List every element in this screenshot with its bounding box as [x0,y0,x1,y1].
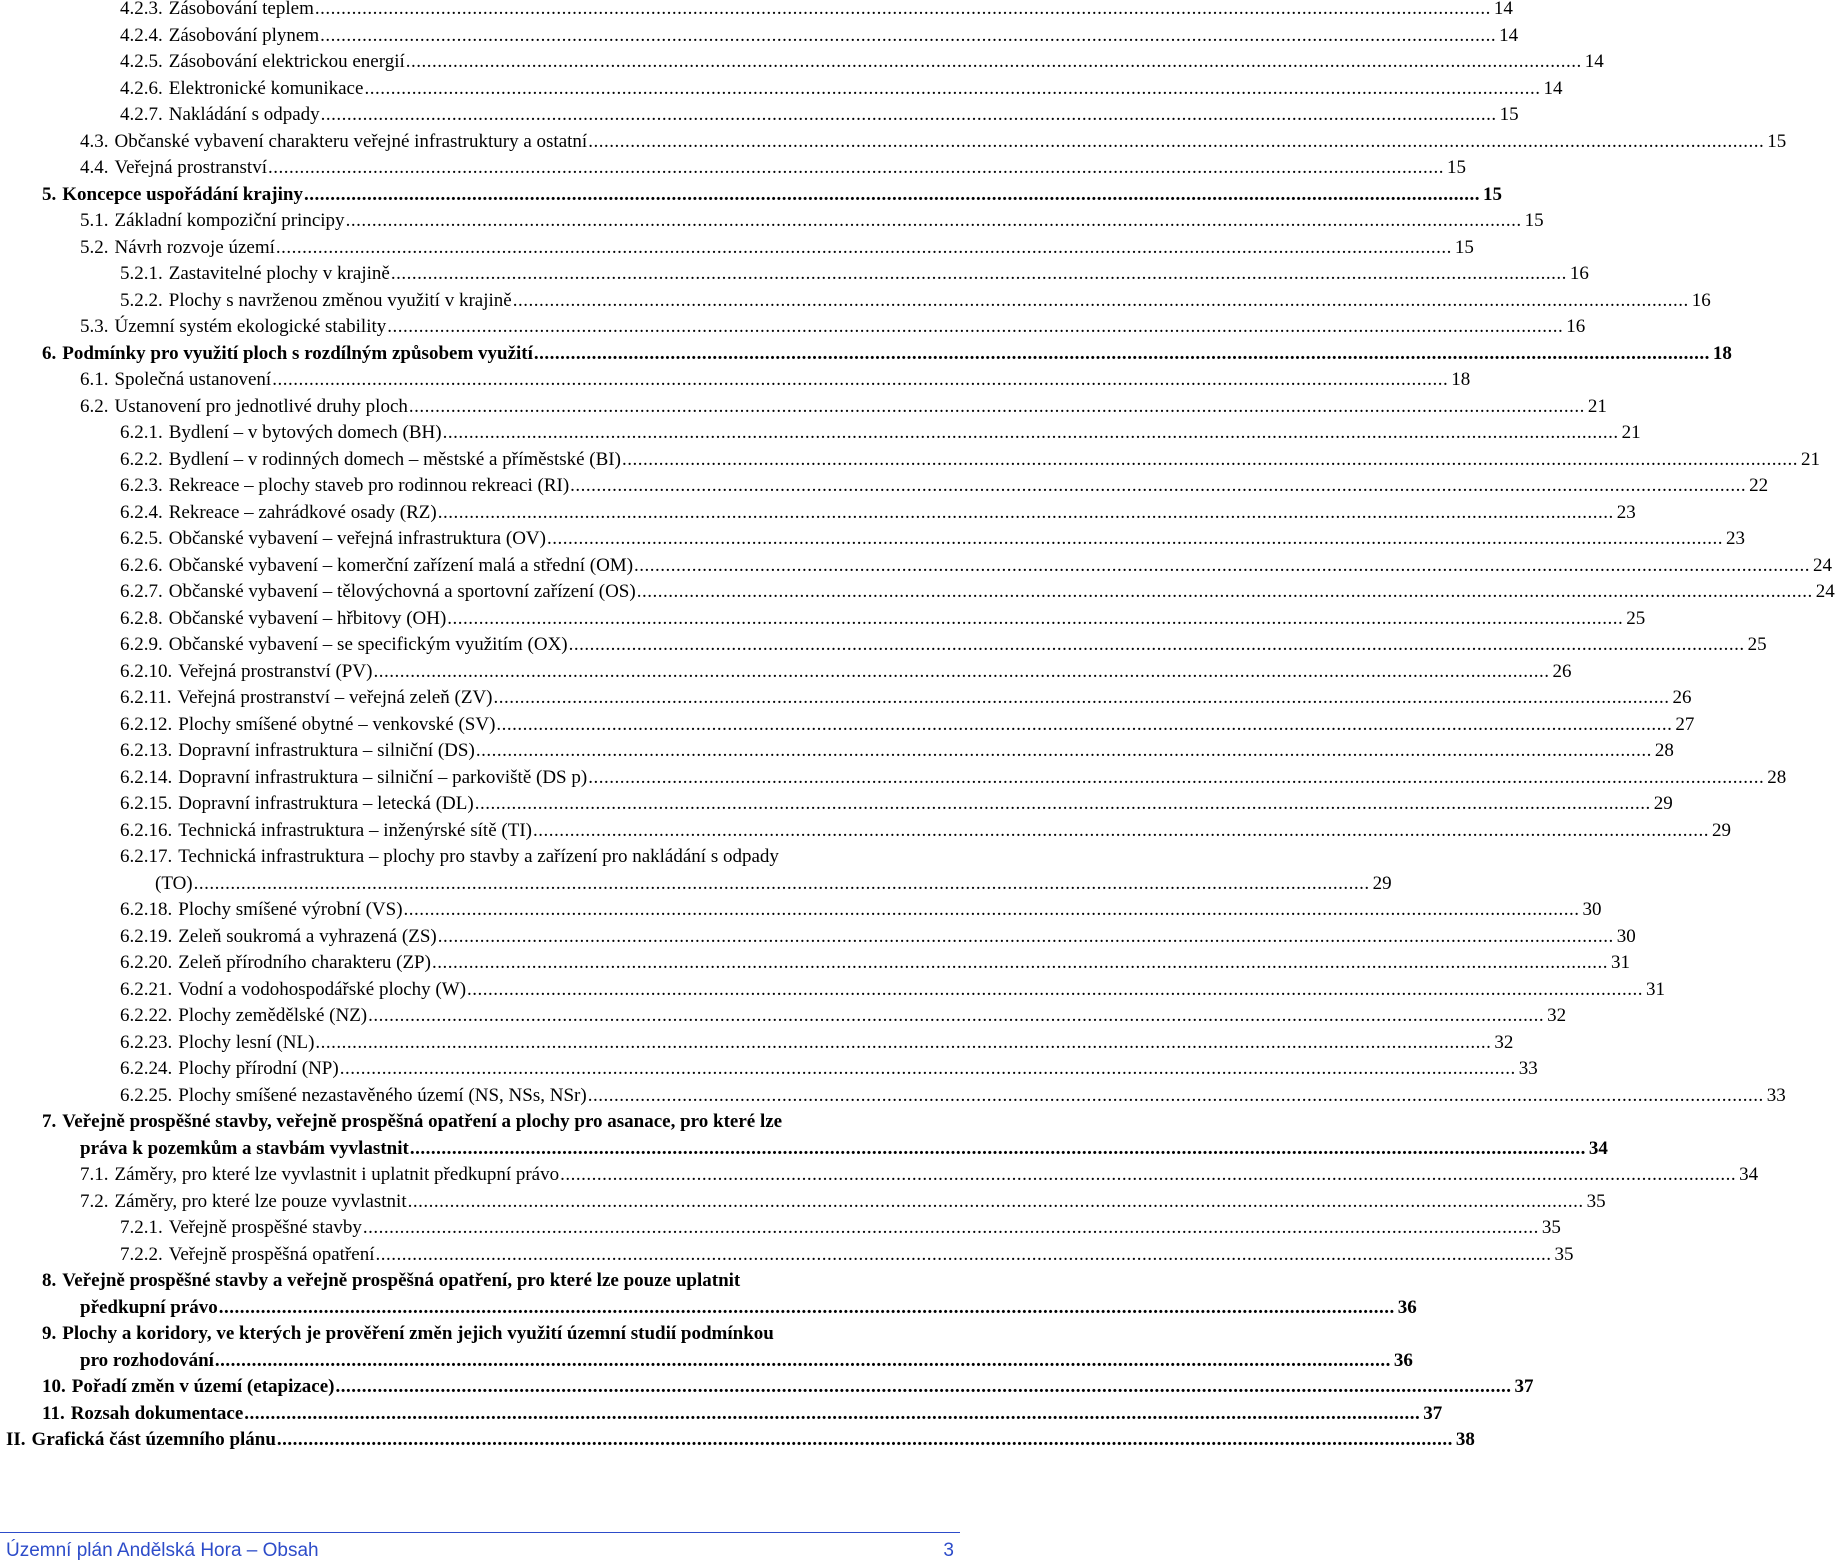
toc-entry[interactable] [120,49,1604,76]
toc-entry-number: 4.2.6. [120,77,163,99]
toc-entry-page: 16 [1566,316,1586,337]
footer-rule [0,1532,960,1533]
toc-entry-title: Zeleň přírodního charakteru (ZP) [178,952,431,973]
toc-entry-number: 4.2.5. [120,51,163,72]
toc-entry[interactable] [120,447,1820,474]
toc-entry[interactable] [120,791,1673,818]
toc-entry-page: 31 [1646,978,1666,1000]
toc-leader-dots [215,1348,1391,1375]
toc-entry-page: 14 [1493,0,1513,19]
toc-entry-number: 6.2.20. [120,952,173,973]
toc-entry-page: 16 [1569,263,1589,284]
toc-entry[interactable] [120,685,1692,712]
toc-entry-title: Technická infrastruktura – inženýrské sítě (TI) [178,819,532,841]
toc-entry-page: 33 [1518,1058,1538,1079]
toc-leader-dots [533,818,1709,845]
toc-entry-number: 7.2.1. [120,1217,163,1238]
toc-leader-dots [438,924,1614,951]
toc-entry-number: 6.2.10. [120,660,173,682]
toc-entry[interactable] [120,420,1641,447]
toc-entry-number: 6.2.5. [120,528,163,549]
toc-entry-page: 32 [1547,1005,1567,1026]
toc-entry-title: Zeleň soukromá a vyhrazená (ZS) [178,925,437,947]
toc-entry-title-continued: předkupní právo [80,1296,218,1318]
toc-leader-dots [570,473,1746,500]
toc-entry-page: 23 [1725,528,1745,549]
toc-entry-number: 6.2.17. [120,846,173,867]
toc-leader-dots [637,579,1813,606]
toc-entry[interactable] [120,288,1711,315]
toc-entry-title: Elektronické komunikace [168,77,364,99]
toc-entry-page: 24 [1815,581,1835,602]
toc-leader-dots [315,1030,1491,1057]
toc-entry-number: 6.2.1. [120,422,163,443]
toc-entry[interactable] [42,1321,1413,1374]
toc-entry[interactable] [120,0,1513,23]
toc-leader-dots [588,129,1764,156]
toc-entry-page: 18 [1451,369,1471,390]
toc-entry-title: Občanské vybavení – hřbitovy (OH) [168,607,447,629]
toc-entry-number: 6.2.16. [120,819,173,841]
toc-entry-title: Plochy a koridory, ve kterých je prověření změn jejich využití územní studií podmínkou [62,1323,774,1344]
toc-leader-dots [219,1295,1395,1322]
toc-entry[interactable] [80,129,1787,156]
toc-leader-dots [513,288,1689,315]
toc-leader-dots [496,712,1672,739]
toc-entry[interactable] [80,314,1586,341]
toc-leader-dots [268,155,1444,182]
toc-entry-title: Občanské vybavení charakteru veřejné infrastruktury a ostatní [114,130,588,152]
toc-entry-title-continued: práva k pozemkům a stavbám vyvlastnit [80,1137,409,1159]
toc-entry-title: Podmínky pro využití ploch s rozdílným způsobem využití [62,342,533,364]
toc-entry[interactable] [120,1215,1561,1242]
toc-entry-page: 14 [1543,77,1563,99]
toc-leader-dots [408,1189,1584,1216]
toc-entry-page: 30 [1616,925,1636,947]
toc-entry-page: 15 [1482,183,1502,205]
toc-entry-number: 4.3. [80,130,109,152]
toc-entry-page: 14 [1499,24,1519,46]
toc-entry-title: Veřejně prospěšná opatření [168,1243,375,1265]
toc-leader-dots [315,0,1491,23]
toc-entry-title: Dopravní infrastruktura – silniční – parkoviště (DS p) [178,766,588,788]
toc-entry-page: 28 [1654,740,1674,761]
toc-leader-dots [560,1162,1736,1189]
toc-entry[interactable] [120,1083,1786,1110]
toc-leader-dots [340,1056,1516,1083]
toc-leader-dots [194,871,1370,898]
toc-entry-title: Plochy smíšené obytné – venkovské (SV) [178,713,496,735]
toc-entry-page: 31 [1610,952,1630,973]
toc-entry-page: 21 [1621,422,1641,443]
toc-entry-number: 4.4. [80,157,109,178]
toc-entry[interactable] [120,897,1602,924]
toc-entry-title: Zásobování teplem [168,0,314,19]
toc-entry-number: 6.2.7. [120,581,163,602]
toc-entry-page: 15 [1454,236,1474,258]
toc-leader-dots [346,208,1522,235]
toc-entry[interactable] [120,1056,1538,1083]
toc-entry-number: 6.2.9. [120,634,163,655]
toc-entry[interactable] [120,606,1646,633]
toc-leader-dots [320,23,1496,50]
toc-entry-number: 4.2.4. [120,24,163,46]
toc-entry-number: 6.2.18. [120,899,173,920]
toc-entry-title: Veřejná prostranství – veřejná zeleň (ZV) [177,687,493,708]
toc-entry-number: 6.2.3. [120,475,163,496]
toc-entry[interactable] [42,341,1732,368]
toc-entry-title: Plochy s navrženou změnou využití v krajině [168,289,512,311]
toc-entry[interactable] [120,1030,1514,1057]
toc-entry-title: Občanské vybavení – veřejná infrastruktura (OV) [168,528,546,549]
toc-entry-title: Dopravní infrastruktura – letecká (DL) [178,793,474,814]
toc-entry-number: 4.2.3. [120,0,163,19]
toc-entry-title: Plochy smíšené nezastavěného území (NS, NSs, NSr) [178,1084,587,1106]
toc-entry-title: Rekreace – plochy staveb pro rodinnou rekreaci (RI) [168,475,570,496]
toc-entry-page: 22 [1749,475,1769,496]
toc-entry-page: 16 [1691,289,1711,311]
toc-entry-title: Technická infrastruktura – plochy pro stavby a zařízení pro nakládání s odpady [178,846,779,867]
toc-entry-title: Veřejně prospěšné stavby, veřejně prospěšná opatření a plochy pro asanace, pro které lze [62,1111,783,1132]
toc-leader-dots [547,526,1723,553]
toc-entry-title: Veřejně prospěšné stavby [168,1217,362,1238]
toc-entry-number: 5. [42,183,57,205]
toc-entry-number: 6.2.25. [120,1084,173,1106]
toc-leader-dots [244,1401,1420,1428]
toc-entry-page: 23 [1616,501,1636,523]
toc-entry[interactable] [42,1268,1417,1321]
toc-leader-dots [364,76,1540,103]
toc-entry-page: 25 [1747,634,1767,655]
toc-leader-dots [475,791,1651,818]
toc-entry-title: Veřejná prostranství (PV) [178,660,373,682]
footer-page-number: 3 [943,1540,954,1561]
toc-entry-page: 35 [1541,1217,1561,1238]
toc-entry-title: Společná ustanovení [114,369,272,390]
toc-entry-number: 7.2.2. [120,1243,163,1265]
toc-entry-page: 21 [1587,395,1607,417]
toc-entry-number: 6.2.12. [120,713,173,735]
toc-leader-dots [494,685,1670,712]
toc-entry-page: 15 [1524,210,1544,231]
toc-entry[interactable] [120,553,1833,580]
toc-entry-title: Plochy zemědělské (NZ) [178,1005,368,1026]
toc-leader-dots [634,553,1810,580]
toc-entry-page: 15 [1446,157,1466,178]
toc-entry-page: 35 [1554,1243,1574,1265]
toc-entry-number: 6.2. [80,395,109,417]
toc-entry-number: 6.2.8. [120,607,163,629]
toc-entry-page: 35 [1586,1190,1606,1212]
toc-entry-number: 6.2.4. [120,501,163,523]
toc-leader-dots [406,49,1582,76]
toc-leader-dots [404,897,1580,924]
toc-entry[interactable] [80,1189,1606,1216]
toc-leader-dots [387,314,1563,341]
toc-entry-page: 29 [1372,872,1392,894]
toc-entry-title: Grafická část územního plánu [31,1429,276,1450]
toc-entry-title: Zásobování plynem [168,24,320,46]
toc-entry-page: 24 [1813,554,1833,576]
toc-entry-number: 6.2.19. [120,925,173,947]
toc-entry[interactable] [120,526,1745,553]
toc-entry[interactable] [120,712,1695,739]
toc-entry-title: Plochy smíšené výrobní (VS) [178,899,403,920]
toc-entry-title-continued: pro rozhodování [80,1349,214,1371]
toc-entry-number: 6.2.21. [120,978,173,1000]
toc-leader-dots [368,1003,1544,1030]
toc-leader-dots [304,182,1480,209]
toc-entry-number: 5.2.1. [120,263,163,284]
toc-leader-dots [432,950,1608,977]
toc-leader-dots [569,632,1745,659]
toc-leader-dots [534,341,1710,368]
toc-entry-number: 7. [42,1111,57,1132]
toc-entry-page: 15 [1499,104,1519,125]
toc-entry[interactable] [120,579,1835,606]
toc-entry-page: 30 [1582,899,1602,920]
toc-entry[interactable] [120,844,1392,897]
toc-leader-dots [321,102,1497,129]
toc-entry-number: 6.2.15. [120,793,173,814]
toc-entry-title: Bydlení – v bytových domech (BH) [168,422,442,443]
toc-entry-number: 6.1. [80,369,109,390]
toc-entry[interactable] [80,208,1544,235]
toc-leader-dots [588,1083,1764,1110]
toc-entry-title: Dopravní infrastruktura – silniční (DS) [178,740,475,761]
toc-entry-page: 25 [1626,607,1646,629]
toc-entry[interactable] [120,76,1563,103]
toc-entry[interactable] [120,261,1589,288]
toc-entry-page: 18 [1712,342,1732,364]
toc-entry-page: 33 [1766,1084,1786,1106]
toc-entry-title: Záměry, pro které lze vyvlastnit i uplatnit předkupní právo [114,1164,560,1185]
toc-entry-number: 6.2.23. [120,1031,173,1053]
toc-leader-dots [410,1136,1586,1163]
toc-leader-dots [376,1242,1552,1269]
toc-entry-page: 29 [1711,819,1731,841]
toc-leader-dots [447,606,1623,633]
toc-entry[interactable] [120,23,1519,50]
toc-entry[interactable] [42,1401,1443,1428]
toc-leader-dots [276,235,1452,262]
toc-entry[interactable] [80,235,1474,262]
toc-leader-dots [373,659,1549,686]
footer-title: Územní plán Andělská Hora – Obsah [6,1540,319,1561]
toc-entry-page: 37 [1514,1376,1534,1397]
toc-entry-number: 8. [42,1270,57,1291]
toc-entry-number: 6.2.11. [120,687,172,708]
toc-entry-title: Vodní a vodohospodářské plochy (W) [178,978,467,1000]
toc-entry-title: Nakládání s odpady [168,104,320,125]
toc-entry-title: Rozsah dokumentace [70,1402,244,1424]
toc-entry-number: 6. [42,342,57,364]
toc-entry-page: 38 [1455,1429,1475,1450]
toc-entry-title: Záměry, pro které lze pouze vyvlastnit [114,1190,407,1212]
toc-entry-page: 34 [1588,1137,1608,1159]
toc-entry-title: Územní systém ekologické stability [114,316,387,337]
toc-entry-number: 5.1. [80,210,109,231]
toc-entry-page: 15 [1767,130,1787,152]
toc-entry-number: 11. [42,1402,65,1424]
toc-entry-title: Bydlení – v rodinných domech – městské a příměstské (BI) [168,448,621,470]
toc-entry[interactable] [80,394,1607,421]
toc-entry[interactable] [120,632,1767,659]
toc-entry-number: 6.2.24. [120,1058,173,1079]
toc-entry-title: Zastavitelné plochy v krajině [168,263,390,284]
toc-entry[interactable] [120,950,1630,977]
toc-entry-title: Občanské vybavení – komerční zařízení malá a střední (OM) [168,554,634,576]
toc-entry[interactable] [120,924,1636,951]
toc-entry-title: Ustanovení pro jednotlivé druhy ploch [114,395,408,417]
toc-leader-dots [336,1374,1512,1401]
toc-entry[interactable] [120,1242,1574,1269]
toc-entry-title-continued: (TO) [155,872,193,894]
toc-entry-number: 4.2.7. [120,104,163,125]
toc-entry-title: Plochy přírodní (NP) [178,1058,339,1079]
toc-entry-title: Koncepce uspořádání krajiny [62,183,303,205]
toc-entry-page: 27 [1675,713,1695,735]
toc-entry[interactable] [80,155,1466,182]
toc-leader-dots [363,1215,1539,1242]
toc-entry-page: 36 [1397,1296,1417,1318]
toc-entry-page: 28 [1767,766,1787,788]
toc-leader-dots [476,738,1652,765]
toc-entry-number: 7.1. [80,1164,109,1185]
toc-entry-number: 6.2.14. [120,766,173,788]
toc-entry-number: 5.2. [80,236,109,258]
toc-entry-page: 32 [1494,1031,1514,1053]
toc-entry[interactable] [120,738,1674,765]
toc-entry[interactable] [120,500,1636,527]
toc-entry[interactable] [120,818,1731,845]
toc-leader-dots [277,1427,1453,1454]
toc-entry[interactable] [80,367,1471,394]
toc-entry[interactable] [42,1109,1608,1162]
toc-entry-page: 34 [1739,1164,1759,1185]
toc-entry[interactable] [120,473,1769,500]
toc-leader-dots [443,420,1619,447]
toc-entry-title: Občanské vybavení – se specifickým využitím (OX) [168,634,568,655]
toc-entry-number: II. [6,1429,26,1450]
toc-entry-page: 26 [1672,687,1692,708]
toc-entry[interactable] [120,977,1666,1004]
toc-entry-title: Zásobování elektrickou energií [168,51,405,72]
toc-entry-title: Občanské vybavení – tělovýchovná a sportovní zařízení (OS) [168,581,636,602]
toc-entry[interactable] [6,1427,1475,1454]
toc-entry-page: 36 [1393,1349,1413,1371]
toc-entry-number: 5.2.2. [120,289,163,311]
toc-entry-number: 6.2.6. [120,554,163,576]
toc-entry-number: 10. [42,1376,66,1397]
toc-entry[interactable] [120,659,1572,686]
toc-entry-number: 6.2.13. [120,740,173,761]
toc-entry-title: Veřejně prospěšné stavby a veřejně prospěšná opatření, pro které lze pouze uplatnit [62,1270,741,1291]
toc-leader-dots [467,977,1643,1004]
toc-entry-title: Základní kompoziční principy [114,210,345,231]
toc-entry[interactable] [80,1162,1759,1189]
toc-entry-number: 7.2. [80,1190,109,1212]
toc-entry-page: 29 [1653,793,1673,814]
toc-entry-page: 26 [1552,660,1572,682]
toc-entry[interactable] [120,1003,1567,1030]
page-footer [0,1538,960,1564]
toc-entry-page: 21 [1800,448,1820,470]
toc-entry-number: 5.3. [80,316,109,337]
toc-entry-title: Veřejná prostranství [114,157,267,178]
toc-entry-title: Rekreace – zahrádkové osady (RZ) [168,501,437,523]
toc-entry-number: 9. [42,1323,57,1344]
toc-entry-title: Plochy lesní (NL) [178,1031,315,1053]
toc-entry-page: 37 [1423,1402,1443,1424]
toc-entry-title: Pořadí změn v území (etapizace) [71,1376,335,1397]
toc-entry-title: Návrh rozvoje území [114,236,275,258]
toc-leader-dots [391,261,1567,288]
toc-entry[interactable] [120,102,1519,129]
toc-leader-dots [622,447,1798,474]
toc-leader-dots [438,500,1614,527]
toc-leader-dots [272,367,1448,394]
toc-entry-number: 6.2.22. [120,1005,173,1026]
toc-entry[interactable] [120,765,1787,792]
toc-leader-dots [409,394,1585,421]
toc-entry-number: 6.2.2. [120,448,163,470]
toc-leader-dots [588,765,1764,792]
toc-entry-page: 14 [1584,51,1604,72]
toc-entry[interactable] [42,182,1502,209]
toc-entry[interactable] [42,1374,1534,1401]
